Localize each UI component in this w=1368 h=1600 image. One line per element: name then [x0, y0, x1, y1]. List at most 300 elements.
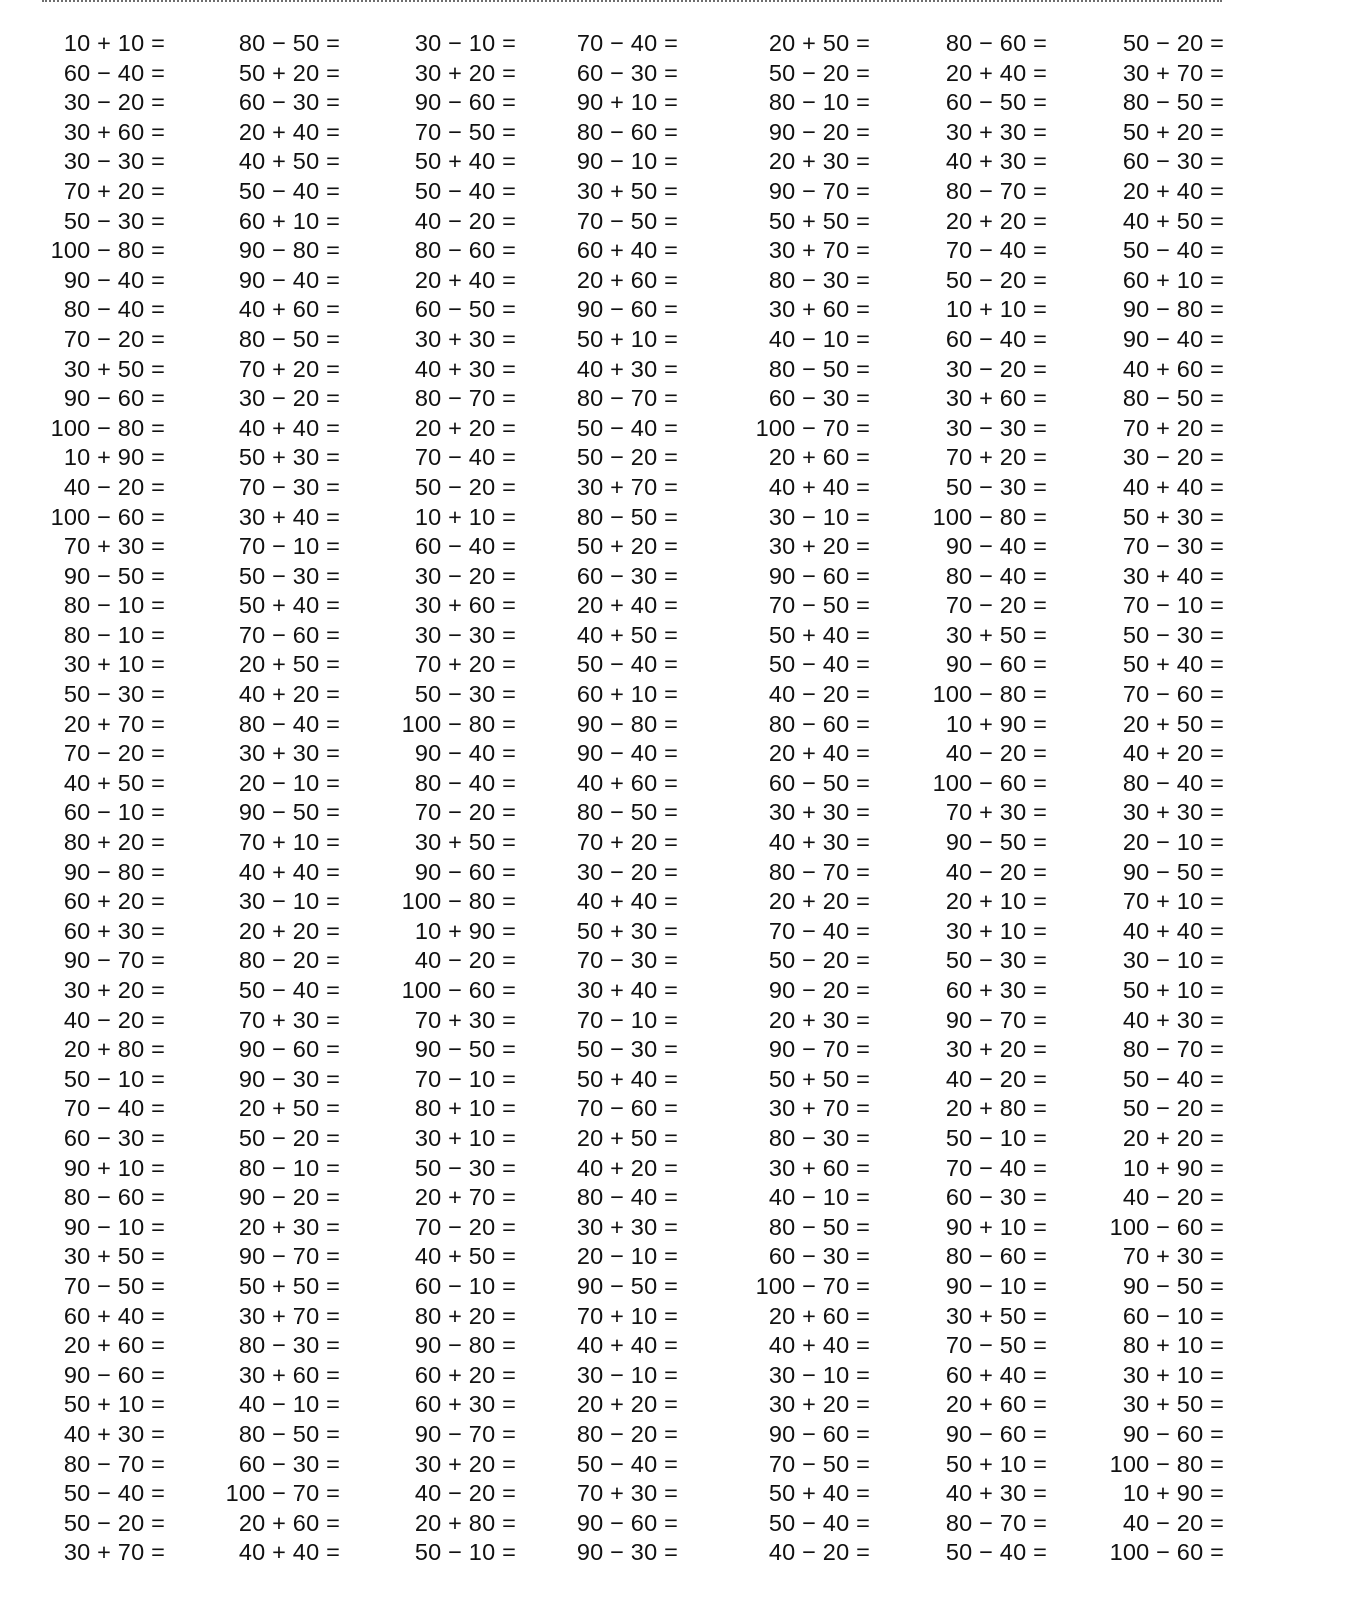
math-problem: 90 − 50 =	[238, 799, 340, 826]
math-problem: 30 − 10 =	[1122, 947, 1224, 974]
math-problem: 20 + 40 =	[414, 266, 516, 293]
math-problem: 90 − 70 =	[768, 177, 870, 204]
math-problem: 30 + 40 =	[576, 977, 678, 1003]
math-problem: 60 − 30 =	[238, 1450, 340, 1477]
math-problem: 30 − 20 =	[576, 858, 678, 885]
math-problem: 50 − 40 =	[945, 1539, 1047, 1566]
math-problem: 30 − 20 =	[63, 89, 165, 116]
math-problem: 70 − 10 =	[238, 533, 340, 560]
math-problem: 60 − 30 =	[768, 385, 870, 412]
math-problem: 60 − 50 =	[768, 769, 870, 796]
math-problem: 90 − 50 =	[576, 1272, 678, 1299]
math-problem: 90 − 40 =	[945, 533, 1047, 560]
math-problem: 20 − 10 =	[576, 1243, 678, 1270]
math-problem: 60 − 30 =	[576, 59, 678, 86]
math-problem: 30 + 70 =	[1122, 59, 1224, 86]
math-problem: 90 − 60 =	[63, 385, 165, 412]
math-problem: 80 − 50 =	[238, 30, 340, 56]
math-problem: 30 − 10 =	[768, 503, 870, 530]
math-problem: 90 − 60 =	[945, 1420, 1047, 1447]
math-problem: 20 + 80 =	[414, 1509, 516, 1536]
math-problem: 30 − 20 =	[945, 355, 1047, 382]
math-problem: 20 + 60 =	[945, 1391, 1047, 1418]
math-problem: 100 − 60 =	[1109, 1213, 1224, 1240]
math-problem: 60 − 30 =	[768, 1243, 870, 1270]
math-problem: 80 − 30 =	[238, 1332, 340, 1359]
math-problem: 70 − 20 =	[63, 740, 165, 767]
math-problem: 70 + 30 =	[1122, 1243, 1224, 1270]
math-problem: 90 − 70 =	[63, 947, 165, 974]
math-problem: 20 + 60 =	[768, 1302, 870, 1329]
math-problem: 90 − 20 =	[238, 1184, 340, 1211]
math-problem: 60 + 30 =	[63, 917, 165, 944]
math-problem: 40 + 30 =	[945, 148, 1047, 175]
math-problem: 40 + 30 =	[576, 355, 678, 382]
math-problem: 30 − 20 =	[238, 385, 340, 412]
math-problem: 60 − 30 =	[63, 1124, 165, 1151]
math-problem: 30 + 60 =	[768, 1154, 870, 1181]
math-problem: 20 + 50 =	[576, 1124, 678, 1151]
math-problem: 50 − 20 =	[1122, 1095, 1224, 1122]
math-problem: 80 − 60 =	[414, 237, 516, 264]
math-problem: 40 − 20 =	[1122, 1184, 1224, 1211]
math-problem: 30 + 70 =	[238, 1302, 340, 1329]
math-problem: 70 − 20 =	[414, 799, 516, 826]
math-problem: 80 − 50 =	[238, 1420, 340, 1447]
math-problem: 30 + 30 =	[768, 799, 870, 826]
math-problem: 70 − 20 =	[63, 325, 165, 352]
math-problem: 50 − 20 =	[945, 266, 1047, 293]
math-problem: 90 − 40 =	[414, 740, 516, 767]
math-problem: 80 − 70 =	[63, 1450, 165, 1477]
math-problem: 30 + 30 =	[238, 740, 340, 767]
math-problem: 100 − 60 =	[1109, 1539, 1224, 1566]
math-problem: 80 − 40 =	[63, 296, 165, 323]
math-problem: 20 + 40 =	[238, 118, 340, 145]
math-problem: 50 + 40 =	[238, 592, 340, 619]
math-problem: 30 + 20 =	[414, 59, 516, 86]
math-problem: 30 − 10 =	[768, 1361, 870, 1388]
math-problem: 70 + 20 =	[63, 177, 165, 204]
math-problem: 30 − 10 =	[414, 30, 516, 56]
math-problem: 90 − 80 =	[414, 1332, 516, 1359]
math-problem: 30 + 10 =	[63, 651, 165, 678]
math-problem: 40 + 20 =	[576, 1154, 678, 1181]
math-problem: 50 − 10 =	[945, 1124, 1047, 1151]
math-problem: 40 + 30 =	[414, 355, 516, 382]
math-problem: 20 + 50 =	[238, 1095, 340, 1122]
math-problem: 40 − 20 =	[63, 1006, 165, 1033]
math-problem: 50 + 30 =	[238, 444, 340, 471]
math-problem: 90 − 70 =	[238, 1243, 340, 1270]
math-problem: 40 + 40 =	[1122, 917, 1224, 944]
math-problem: 60 − 30 =	[945, 1184, 1047, 1211]
math-problem: 60 + 40 =	[576, 237, 678, 264]
math-problem: 20 + 40 =	[576, 592, 678, 619]
math-problem: 40 − 20 =	[414, 947, 516, 974]
math-problem: 90 + 10 =	[63, 1154, 165, 1181]
math-problem: 90 − 50 =	[945, 829, 1047, 856]
math-problem: 40 + 50 =	[63, 769, 165, 796]
math-problem: 80 − 60 =	[768, 710, 870, 737]
math-problem: 40 − 10 =	[238, 1391, 340, 1418]
math-problem: 90 − 60 =	[414, 89, 516, 116]
math-problem: 50 − 30 =	[63, 681, 165, 708]
math-problem: 50 − 20 =	[576, 444, 678, 471]
math-problem: 50 + 40 =	[1122, 651, 1224, 678]
math-problem: 80 − 10 =	[63, 592, 165, 619]
math-problem: 80 − 40 =	[1122, 769, 1224, 796]
math-problem: 60 − 40 =	[414, 533, 516, 560]
math-problem: 30 + 50 =	[63, 1243, 165, 1270]
math-problem: 40 − 20 =	[1122, 1509, 1224, 1536]
math-problem: 30 + 20 =	[768, 1391, 870, 1418]
math-problem: 30 + 20 =	[63, 977, 165, 1003]
math-problem: 30 + 30 =	[414, 325, 516, 352]
math-problem: 70 − 60 =	[1122, 681, 1224, 708]
math-problem: 40 + 20 =	[1122, 740, 1224, 767]
math-problem: 20 + 30 =	[768, 148, 870, 175]
math-problem: 20 + 50 =	[768, 30, 870, 56]
math-problem: 90 − 60 =	[768, 1420, 870, 1447]
math-problem: 90 − 50 =	[1122, 1272, 1224, 1299]
math-problem: 40 + 40 =	[1122, 473, 1224, 500]
math-problem: 30 + 30 =	[945, 118, 1047, 145]
math-problem: 50 − 30 =	[63, 207, 165, 234]
math-problem: 60 + 10 =	[238, 207, 340, 234]
math-problem: 70 + 30 =	[576, 1480, 678, 1507]
math-problem: 40 + 50 =	[238, 148, 340, 175]
math-problem: 40 + 40 =	[768, 1332, 870, 1359]
math-problem: 50 + 20 =	[1122, 118, 1224, 145]
problem-column-6	[897, 29, 1047, 1568]
math-problem: 60 + 40 =	[63, 1302, 165, 1329]
math-problem: 20 + 70 =	[63, 710, 165, 737]
math-problem: 20 + 40 =	[945, 59, 1047, 86]
math-problem: 40 − 20 =	[768, 681, 870, 708]
math-problem: 20 + 20 =	[1122, 1124, 1224, 1151]
math-problem: 90 − 20 =	[768, 118, 870, 145]
math-problem: 50 − 30 =	[576, 1036, 678, 1063]
math-problem: 40 − 20 =	[945, 740, 1047, 767]
math-problem: 50 − 40 =	[238, 977, 340, 1003]
math-problem: 80 − 50 =	[768, 1213, 870, 1240]
math-problem: 30 + 10 =	[1122, 1361, 1224, 1388]
problem-column-2	[190, 29, 340, 1568]
math-problem: 70 + 30 =	[945, 799, 1047, 826]
math-problem: 80 − 40 =	[945, 562, 1047, 589]
math-problem: 80 − 60 =	[63, 1184, 165, 1211]
math-problem: 100 − 80 =	[932, 503, 1047, 530]
math-problem: 10 + 10 =	[63, 30, 165, 56]
math-problem: 80 − 70 =	[1122, 1036, 1224, 1063]
math-problem: 90 − 80 =	[63, 858, 165, 885]
math-problem: 80 − 50 =	[238, 325, 340, 352]
math-problem: 30 + 70 =	[768, 237, 870, 264]
math-problem: 10 + 90 =	[414, 917, 516, 944]
math-problem: 70 − 50 =	[63, 1272, 165, 1299]
math-problem: 50 − 30 =	[945, 947, 1047, 974]
math-problem: 40 + 60 =	[238, 296, 340, 323]
math-problem: 40 + 40 =	[576, 888, 678, 915]
math-problem: 30 − 30 =	[63, 148, 165, 175]
math-problem: 70 − 50 =	[576, 207, 678, 234]
math-problem: 60 − 40 =	[63, 59, 165, 86]
math-problem: 70 + 20 =	[576, 829, 678, 856]
math-problem: 80 − 70 =	[945, 1509, 1047, 1536]
math-problem: 40 + 30 =	[63, 1420, 165, 1447]
math-problem: 40 − 20 =	[414, 207, 516, 234]
math-problem: 20 + 50 =	[238, 651, 340, 678]
math-problem: 60 − 10 =	[63, 799, 165, 826]
math-problem: 30 + 50 =	[63, 355, 165, 382]
math-problem: 30 + 50 =	[576, 177, 678, 204]
math-problem: 70 − 40 =	[945, 237, 1047, 264]
math-problem: 90 + 10 =	[945, 1213, 1047, 1240]
math-problem: 30 + 50 =	[945, 1302, 1047, 1329]
math-problem: 40 + 60 =	[1122, 355, 1224, 382]
math-problem: 20 + 30 =	[768, 1006, 870, 1033]
math-problem: 100 − 80 =	[401, 710, 516, 737]
math-problem: 80 + 10 =	[414, 1095, 516, 1122]
math-problem: 90 − 50 =	[414, 1036, 516, 1063]
math-problem: 70 − 40 =	[945, 1154, 1047, 1181]
math-problem: 30 − 20 =	[414, 562, 516, 589]
math-problem: 10 + 90 =	[945, 710, 1047, 737]
math-problem: 100 − 60 =	[50, 503, 165, 530]
problem-column-7	[1074, 29, 1224, 1568]
math-problem: 60 + 40 =	[945, 1361, 1047, 1388]
math-problem: 50 + 10 =	[576, 325, 678, 352]
math-problem: 20 + 30 =	[238, 1213, 340, 1240]
math-problem: 70 + 20 =	[238, 355, 340, 382]
math-problem: 90 − 60 =	[1122, 1420, 1224, 1447]
math-problem: 80 − 50 =	[768, 355, 870, 382]
math-problem: 100 − 60 =	[401, 977, 516, 1003]
math-problem: 80 − 10 =	[63, 621, 165, 648]
math-problem: 70 + 30 =	[414, 1006, 516, 1033]
math-problem: 50 − 40 =	[1122, 237, 1224, 264]
math-problem: 30 + 60 =	[63, 118, 165, 145]
math-problem: 60 − 10 =	[1122, 1302, 1224, 1329]
math-problem: 30 + 30 =	[576, 1213, 678, 1240]
math-problem: 80 − 50 =	[1122, 89, 1224, 116]
math-problem: 50 + 20 =	[576, 533, 678, 560]
problem-column-1	[15, 29, 165, 1568]
math-problem: 30 + 60 =	[238, 1361, 340, 1388]
math-problem: 10 + 90 =	[1122, 1154, 1224, 1181]
math-problem: 70 − 60 =	[238, 621, 340, 648]
math-problem: 70 − 30 =	[238, 473, 340, 500]
problem-column-5	[720, 29, 870, 1568]
math-problem: 30 − 30 =	[414, 621, 516, 648]
math-problem: 80 − 10 =	[238, 1154, 340, 1181]
math-problem: 30 + 60 =	[945, 385, 1047, 412]
math-problem: 50 − 30 =	[1122, 621, 1224, 648]
math-problem: 50 + 40 =	[768, 1480, 870, 1507]
math-problem: 90 − 60 =	[63, 1361, 165, 1388]
math-problem: 70 − 10 =	[414, 1065, 516, 1092]
math-problem: 70 − 30 =	[576, 947, 678, 974]
math-problem: 20 + 60 =	[768, 444, 870, 471]
math-problem: 90 − 40 =	[1122, 325, 1224, 352]
math-problem: 20 + 20 =	[576, 1391, 678, 1418]
math-problem: 70 − 40 =	[414, 444, 516, 471]
math-problem: 50 − 40 =	[768, 1509, 870, 1536]
problem-column-3	[366, 29, 516, 1568]
math-problem: 90 − 60 =	[768, 562, 870, 589]
math-problem: 50 − 10 =	[63, 1065, 165, 1092]
problem-column-4	[528, 29, 678, 1568]
math-problem: 70 + 10 =	[576, 1302, 678, 1329]
math-problem: 80 − 60 =	[576, 118, 678, 145]
math-problem: 40 − 20 =	[768, 1539, 870, 1566]
math-problem: 30 + 60 =	[414, 592, 516, 619]
math-problem: 70 + 10 =	[1122, 888, 1224, 915]
math-problem: 70 − 10 =	[1122, 592, 1224, 619]
math-problem: 100 − 70 =	[755, 1272, 870, 1299]
math-problem: 50 + 50 =	[768, 207, 870, 234]
math-problem: 20 + 70 =	[414, 1184, 516, 1211]
math-problem: 50 − 30 =	[414, 1154, 516, 1181]
math-problem: 60 − 30 =	[576, 562, 678, 589]
math-problem: 50 + 50 =	[238, 1272, 340, 1299]
math-problem: 40 + 40 =	[238, 1539, 340, 1566]
math-problem: 30 + 40 =	[1122, 562, 1224, 589]
math-problem: 40 + 50 =	[1122, 207, 1224, 234]
math-problem: 60 + 20 =	[414, 1361, 516, 1388]
math-problem: 90 − 70 =	[945, 1006, 1047, 1033]
math-problem: 20 + 20 =	[768, 888, 870, 915]
math-problem: 60 − 10 =	[414, 1272, 516, 1299]
math-problem: 40 − 10 =	[768, 325, 870, 352]
math-problem: 20 + 80 =	[63, 1036, 165, 1063]
math-problem: 50 − 20 =	[768, 947, 870, 974]
math-problem: 100 − 80 =	[932, 681, 1047, 708]
math-problem: 70 − 50 =	[945, 1332, 1047, 1359]
math-problem: 30 − 30 =	[945, 414, 1047, 441]
math-problem: 20 + 20 =	[945, 207, 1047, 234]
math-problem: 50 + 10 =	[63, 1391, 165, 1418]
math-problem: 80 − 40 =	[238, 710, 340, 737]
math-problem: 50 − 20 =	[768, 59, 870, 86]
math-problem: 90 − 10 =	[576, 148, 678, 175]
math-problem: 20 + 60 =	[576, 266, 678, 293]
math-problem: 30 − 10 =	[238, 888, 340, 915]
math-problem: 50 − 40 =	[63, 1480, 165, 1507]
math-problem: 50 − 20 =	[1122, 30, 1224, 56]
math-problem: 20 + 10 =	[945, 888, 1047, 915]
math-problem: 10 + 10 =	[945, 296, 1047, 323]
math-problem: 50 + 40 =	[768, 621, 870, 648]
math-problem: 70 − 50 =	[414, 118, 516, 145]
math-problem: 60 + 30 =	[414, 1391, 516, 1418]
math-problem: 90 − 10 =	[63, 1213, 165, 1240]
math-problem: 90 + 10 =	[576, 89, 678, 116]
math-problem: 20 + 80 =	[945, 1095, 1047, 1122]
math-problem: 80 + 20 =	[63, 829, 165, 856]
math-problem: 40 + 40 =	[576, 1332, 678, 1359]
math-problem: 80 − 20 =	[576, 1420, 678, 1447]
math-problem: 40 − 20 =	[945, 1065, 1047, 1092]
math-problem: 30 + 20 =	[945, 1036, 1047, 1063]
math-problem: 50 + 30 =	[1122, 503, 1224, 530]
math-problem: 30 + 20 =	[414, 1450, 516, 1477]
math-problem: 50 + 20 =	[238, 59, 340, 86]
math-problem: 90 − 80 =	[576, 710, 678, 737]
math-problem: 70 − 50 =	[768, 1450, 870, 1477]
math-problem: 50 − 40 =	[576, 1450, 678, 1477]
math-problem: 50 − 40 =	[576, 651, 678, 678]
math-problem: 30 + 60 =	[768, 296, 870, 323]
math-problem: 10 + 10 =	[414, 503, 516, 530]
math-problem: 80 − 30 =	[768, 1124, 870, 1151]
math-problem: 30 + 50 =	[414, 829, 516, 856]
math-problem: 90 − 60 =	[238, 1036, 340, 1063]
math-problem: 40 + 50 =	[576, 621, 678, 648]
math-problem: 50 − 40 =	[238, 177, 340, 204]
math-problem: 30 + 70 =	[63, 1539, 165, 1566]
math-problem: 70 − 20 =	[945, 592, 1047, 619]
math-problem: 60 − 40 =	[945, 325, 1047, 352]
math-problem: 70 + 30 =	[238, 1006, 340, 1033]
math-problem: 50 − 20 =	[238, 1124, 340, 1151]
math-problem: 100 − 60 =	[932, 769, 1047, 796]
math-problem: 50 − 40 =	[576, 414, 678, 441]
math-problem: 80 − 20 =	[238, 947, 340, 974]
math-problem: 30 + 20 =	[768, 533, 870, 560]
math-problem: 90 − 60 =	[945, 651, 1047, 678]
math-problem: 70 − 10 =	[576, 1006, 678, 1033]
math-problem: 80 − 60 =	[945, 1243, 1047, 1270]
math-problem: 60 + 10 =	[1122, 266, 1224, 293]
math-problem: 80 + 20 =	[414, 1302, 516, 1329]
math-problem: 30 − 10 =	[576, 1361, 678, 1388]
math-problem: 50 + 30 =	[576, 917, 678, 944]
math-problem: 40 + 50 =	[414, 1243, 516, 1270]
math-problem: 90 − 40 =	[63, 266, 165, 293]
math-problem: 60 − 30 =	[238, 89, 340, 116]
math-problem: 50 − 40 =	[414, 177, 516, 204]
math-problem: 90 − 20 =	[768, 977, 870, 1003]
math-problem: 20 + 20 =	[414, 414, 516, 441]
math-problem: 100 − 80 =	[401, 888, 516, 915]
math-problem: 100 − 80 =	[50, 414, 165, 441]
math-problem: 20 + 40 =	[768, 740, 870, 767]
math-problem: 50 + 50 =	[768, 1065, 870, 1092]
math-problem: 90 − 30 =	[238, 1065, 340, 1092]
math-problem: 40 + 20 =	[238, 681, 340, 708]
math-problem: 50 − 20 =	[63, 1509, 165, 1536]
math-problem: 100 − 70 =	[225, 1480, 340, 1507]
math-problem: 40 + 40 =	[768, 473, 870, 500]
math-problem: 90 − 60 =	[576, 296, 678, 323]
math-problem: 80 − 50 =	[576, 503, 678, 530]
math-problem: 60 − 30 =	[1122, 148, 1224, 175]
math-problem: 100 − 80 =	[1109, 1450, 1224, 1477]
math-problem: 90 − 80 =	[1122, 296, 1224, 323]
math-problem: 80 − 70 =	[414, 385, 516, 412]
math-problem: 30 + 30 =	[1122, 799, 1224, 826]
math-problem: 30 + 50 =	[945, 621, 1047, 648]
math-problem: 80 − 70 =	[576, 385, 678, 412]
math-problem: 90 − 80 =	[238, 237, 340, 264]
math-problem: 70 + 10 =	[238, 829, 340, 856]
math-problem: 50 − 30 =	[945, 473, 1047, 500]
math-problem: 40 + 40 =	[238, 414, 340, 441]
math-problem: 70 − 50 =	[768, 592, 870, 619]
math-problem: 40 − 20 =	[63, 473, 165, 500]
